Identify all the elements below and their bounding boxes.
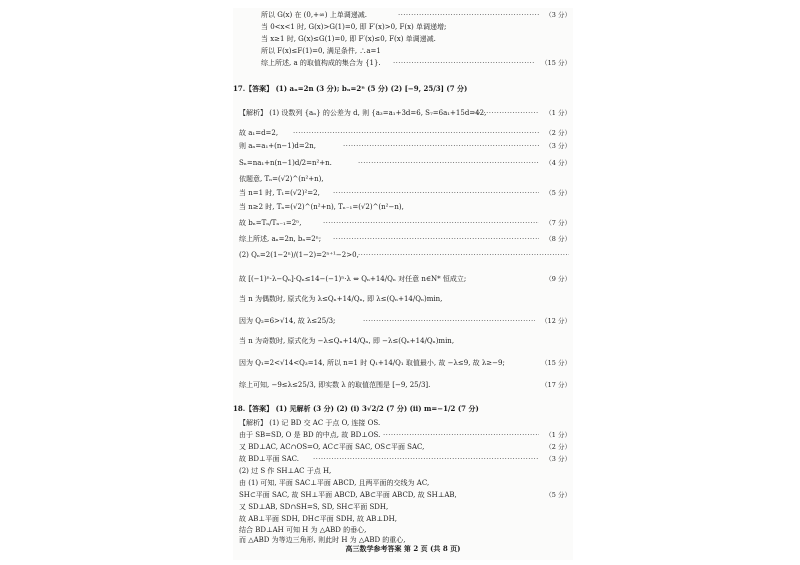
line-text: 当 n=1 时, T₁=(√2)²=2,: [239, 189, 320, 197]
leader-dots: [473, 108, 539, 118]
line-text: 故 a₁=d=2,: [239, 129, 279, 137]
line-text: 当 0<x<1 时, G(x)>G(1)=0, 即 F′(x)>0, F(x) 单调递增;: [261, 23, 447, 31]
answer-line: [233, 454, 573, 464]
leader-dots: [358, 158, 539, 168]
score-label: （12 分）: [541, 317, 571, 325]
answer-line: [233, 218, 573, 228]
line-text: 则 aₙ=a₁+(n−1)d=2n,: [239, 142, 316, 150]
answer-line: [233, 478, 573, 488]
leader-dots: [358, 250, 569, 260]
page-footer: 高三数学参考答案 第 2 页 (共 8 页): [345, 544, 461, 553]
line-text: 又 SD⊥AB, SD∩SH=S, SD, SH⊂平面 SDH,: [239, 503, 389, 511]
score-label: （1 分）: [545, 431, 571, 439]
answer-line: [233, 34, 573, 44]
score-label: （2 分）: [545, 443, 571, 451]
line-text: 综上所述, aₙ=2n, bₙ=2ⁿ;: [239, 235, 322, 243]
line-text: 由 (1) 可知, 平面 SAC⊥平面 ABCD, 且两平面的交线为 AC,: [239, 479, 430, 487]
line-text: 依题意, Tₙ=(√2)^(n²+n),: [239, 175, 324, 183]
score-label: （3 分）: [545, 11, 571, 19]
answer-line: [233, 202, 573, 212]
score-label: （9 分）: [545, 275, 571, 283]
score-label: （2 分）: [545, 129, 571, 137]
score-label: （3 分）: [545, 455, 571, 463]
leader-dots: [393, 58, 535, 68]
line-text: (2) 过 S 作 SH⊥AC 于点 H,: [239, 467, 332, 475]
leader-dots: [363, 316, 535, 326]
score-label: （5 分）: [545, 491, 571, 499]
answer-line: [233, 84, 573, 94]
answer-line: [233, 442, 573, 452]
answer-line: [233, 234, 573, 244]
answer-line: [233, 128, 573, 138]
line-text: Sₙ=na₁+n(n−1)d/2=n²+n.: [239, 159, 332, 167]
line-text: 因为 Q₂=6>√14, 故 λ≤25/3;: [239, 317, 336, 325]
leader-dots: [383, 430, 539, 440]
answer-page: [233, 8, 573, 560]
line-text: 当 n 为偶数时, 原式化为 λ≤Qₙ+14/Qₙ, 即 λ≤(Qₙ+14/Qₙ)min,: [239, 295, 443, 303]
score-label: （5 分）: [545, 189, 571, 197]
score-label: （1 分）: [545, 109, 571, 117]
score-label: （15 分）: [541, 359, 571, 367]
answer-line: [233, 380, 573, 390]
answer-line: [233, 336, 573, 346]
answer-line: [233, 274, 573, 284]
line-text: 当 n 为奇数时, 原式化为 −λ≤Qₙ+14/Qₙ, 即 −λ≤(Qₙ+14/Qₙ)min,: [239, 337, 455, 345]
answer-line: [233, 358, 573, 368]
line-text: 所以 G(x) 在 (0,+∞) 上单调递减.: [261, 11, 367, 19]
line-text: 故 BD⊥平面 SAC.: [239, 455, 299, 463]
answer-line: [233, 316, 573, 326]
line-text: 而 △ABD 为等边三角形, 则此时 H 为 △ABD 的重心,: [239, 536, 406, 544]
score-label: （15 分）: [541, 59, 571, 67]
answer-line: [233, 10, 573, 20]
line-text: 故 [(−1)ⁿ·λ−Qₙ]·Qₙ≤14−(−1)ⁿ·λ ⇔ Qₙ+14/Qₙ 对任意 n∈N* 恒成立;: [239, 275, 467, 283]
line-text: 当 n≥2 时, Tₙ=(√2)^(n²+n), Tₙ₋₁=(√2)^(n²−n),: [239, 203, 404, 211]
line-text: 当 x≥1 时, G(x)≤G(1)=0, 即 F′(x)≤0, F(x) 单调递减.: [261, 35, 436, 43]
line-text: 所以 F(x)≤F(1)=0, 满足条件, ∴a=1: [261, 47, 381, 55]
score-label: （4 分）: [545, 159, 571, 167]
answer-line: [233, 46, 573, 56]
answer-heading: 17.【答案】 (1) aₙ=2n (3 分); bₙ=2ⁿ (5 分) (2) [−9, 25/3] (7 分): [233, 84, 468, 93]
leader-dots: [293, 128, 539, 138]
line-text: 又 BD⊥AC, AC∩OS=O, AC⊂平面 SAC, OS⊂平面 SAC,: [239, 443, 425, 451]
score-label: （17 分）: [541, 381, 571, 389]
leader-dots: [313, 454, 539, 464]
answer-line: [233, 536, 573, 544]
answer-line: [233, 502, 573, 512]
answer-line: [233, 418, 573, 428]
answer-line: [233, 294, 573, 304]
answer-line: [233, 141, 573, 151]
score-label: （8 分）: [545, 235, 571, 243]
answer-line: [233, 404, 573, 414]
answer-line: [233, 430, 573, 440]
answer-line: [233, 514, 573, 524]
answer-line: [233, 250, 573, 260]
leader-dots: [343, 141, 539, 151]
answer-line: [233, 22, 573, 32]
line-text: 【解析】 (1) 设数列 {aₙ} 的公差为 d, 则 {a₃=a₁+3d=6, S₇=6a₁+15d=42,: [239, 109, 487, 117]
answer-line: [233, 58, 573, 68]
answer-line: [233, 108, 573, 118]
leader-dots: [333, 234, 539, 244]
score-label: （7 分）: [545, 219, 571, 227]
answer-line: [233, 174, 573, 184]
answer-line: [233, 158, 573, 168]
line-text: 由于 SB=SD, O 是 BD 的中点, 故 BD⊥OS.: [239, 431, 381, 439]
line-text: 因为 Q₁=2<√14<Q₃=14, 所以 n=1 时 Q₁+14/Q₁ 取值最小, 故 −λ≤9, 故 λ≥−9;: [239, 359, 505, 367]
score-label: （3 分）: [545, 142, 571, 150]
line-text: 【解析】 (1) 记 BD 交 AC 于点 O, 连接 OS.: [239, 419, 381, 427]
answer-line: [233, 525, 573, 535]
leader-dots: [333, 188, 539, 198]
line-text: 结合 BD⊥AH 可知 H 为 △ABD 的垂心,: [239, 526, 367, 534]
line-text: 故 bₙ=Tₙ/Tₙ₋₁=2ⁿ,: [239, 219, 302, 227]
answer-line: [233, 188, 573, 198]
answer-line: [233, 490, 573, 500]
answer-heading: 18.【答案】 (1) 见解析 (3 分) (2) (i) 3√2/2 (7 分) (ii) m=−1/2 (7 分): [233, 404, 479, 413]
line-text: 故 AB⊥平面 SDH, DH⊂平面 SDH, 故 AB⊥DH,: [239, 515, 397, 523]
line-text: 综上所述, a 的取值构成的集合为 {1}.: [261, 59, 381, 67]
line-text: 综上可知, −9≤λ≤25/3, 即实数 λ 的取值范围是 [−9, 25/3].: [239, 381, 431, 389]
line-text: SH⊂平面 SAC, 故 SH⊥平面 ABCD, AB⊂平面 ABCD, 故 SH⊥AB,: [239, 491, 457, 499]
leader-dots: [323, 218, 539, 228]
answer-line: [233, 466, 573, 476]
leader-dots: [398, 10, 539, 20]
line-text: (2) Qₙ=2(1−2ⁿ)/(1−2)=2ⁿ⁺¹−2>0,: [239, 251, 359, 259]
